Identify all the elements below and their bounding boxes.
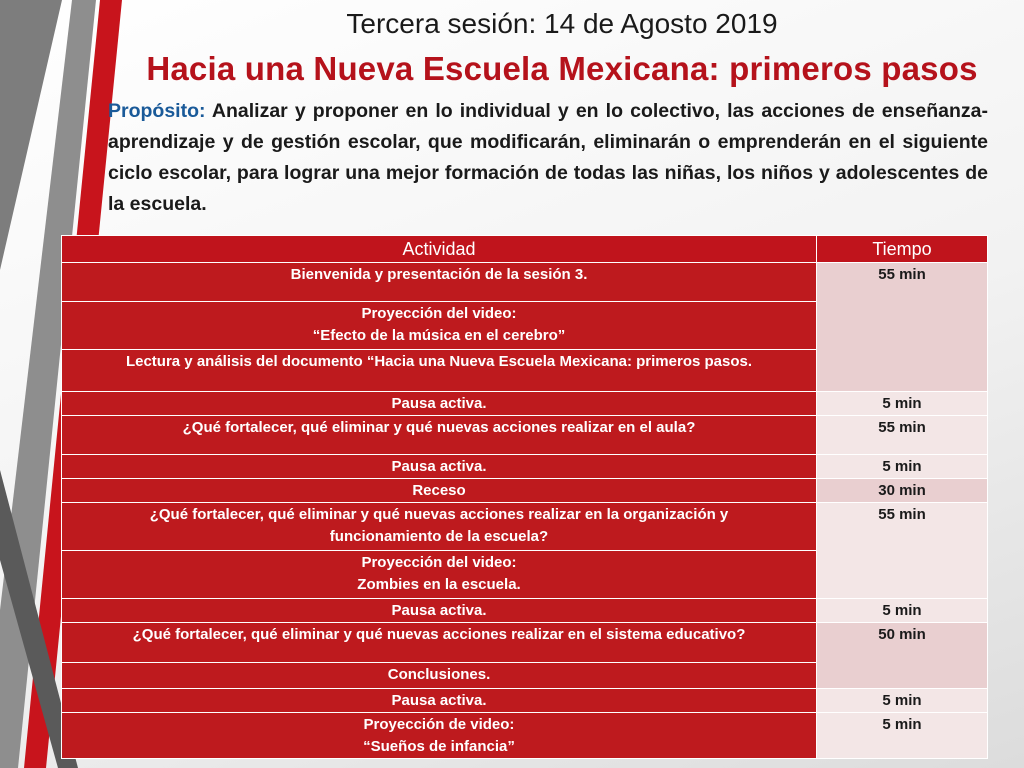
time-cell: 5 min <box>817 689 988 713</box>
column-header-activity: Actividad <box>62 236 817 263</box>
activity-text: funcionamiento de la escuela? <box>329 528 549 545</box>
activity-text: Pausa activa. <box>391 395 487 412</box>
table-row <box>62 689 988 713</box>
purpose-text: Analizar y proponer en lo individual y en lo colectivo, las acciones de enseñanza-aprendizaje y de gestión escolar, que modificarán, eliminarán o emprenderán en el siguiente ciclo escolar, para lograr una mejor formación de todas las niñas, los niños y adolescentes de la escuela. <box>108 100 989 215</box>
activity-cell <box>62 503 817 551</box>
table-row <box>62 713 988 759</box>
table-row <box>62 599 988 623</box>
activity-text: Pausa activa. <box>391 692 487 709</box>
activity-text: Pausa activa. <box>391 458 487 475</box>
activity-text: Lectura y análisis del documento “Hacia una Nueva Escuela Mexicana: primeros pasos. <box>125 353 753 370</box>
table-header-row <box>62 236 988 263</box>
activity-cell <box>62 350 817 392</box>
activity-cell <box>62 416 817 455</box>
table-row <box>62 455 988 479</box>
table-row <box>62 503 988 551</box>
activity-text: Proyección del video: <box>361 554 517 571</box>
table-row <box>62 479 988 503</box>
activity-text: ¿Qué fortalecer, qué eliminar y qué nuevas acciones realizar en el aula? <box>182 419 696 436</box>
activity-text: ¿Qué fortalecer, qué eliminar y qué nuevas acciones realizar en la organización y <box>149 506 729 523</box>
purpose-label: Propósito: <box>108 100 206 122</box>
table-row <box>62 623 988 663</box>
page-title: Hacia una Nueva Escuela Mexicana: primeros pasos <box>146 50 978 87</box>
time-cell: 30 min <box>817 479 988 503</box>
time-cell: 5 min <box>817 392 988 416</box>
activity-cell <box>62 663 817 689</box>
activity-cell <box>62 392 817 416</box>
activity-cell <box>62 599 817 623</box>
activity-cell <box>62 713 817 759</box>
activity-text: Bienvenida y presentación de la sesión 3. <box>290 266 588 283</box>
activity-text: Conclusiones. <box>387 666 491 683</box>
purpose-paragraph <box>108 96 988 220</box>
activity-cell <box>62 455 817 479</box>
time-cell: 55 min <box>817 503 988 599</box>
time-cell: 55 min <box>817 263 988 392</box>
time-cell: 50 min <box>817 623 988 689</box>
activity-cell <box>62 302 817 350</box>
time-cell: 5 min <box>817 599 988 623</box>
activity-cell <box>62 623 817 663</box>
activity-cell <box>62 689 817 713</box>
activity-cell <box>62 551 817 599</box>
session-subtitle: Tercera sesión: 14 de Agosto 2019 <box>346 8 778 39</box>
time-cell: 5 min <box>817 455 988 479</box>
activity-text: “Efecto de la música en el cerebro” <box>312 327 566 344</box>
activity-text: ¿Qué fortalecer, qué eliminar y qué nuevas acciones realizar en el sistema educativo? <box>132 626 746 643</box>
time-cell: 5 min <box>817 713 988 759</box>
schedule-table <box>61 235 988 759</box>
time-cell: 55 min <box>817 416 988 455</box>
table-row <box>62 263 988 302</box>
column-header-time: Tiempo <box>817 236 988 263</box>
activity-text: “Sueños de infancia” <box>363 738 515 755</box>
table-row <box>62 392 988 416</box>
activity-text: Pausa activa. <box>391 602 487 619</box>
activity-text: Proyección del video: <box>361 305 517 322</box>
table-row <box>62 416 988 455</box>
activity-text: Zombies en la escuela. <box>357 576 521 593</box>
activity-cell <box>62 263 817 302</box>
activity-text: Receso <box>412 482 466 499</box>
activity-text: Proyección de video: <box>363 716 515 733</box>
activity-cell <box>62 479 817 503</box>
